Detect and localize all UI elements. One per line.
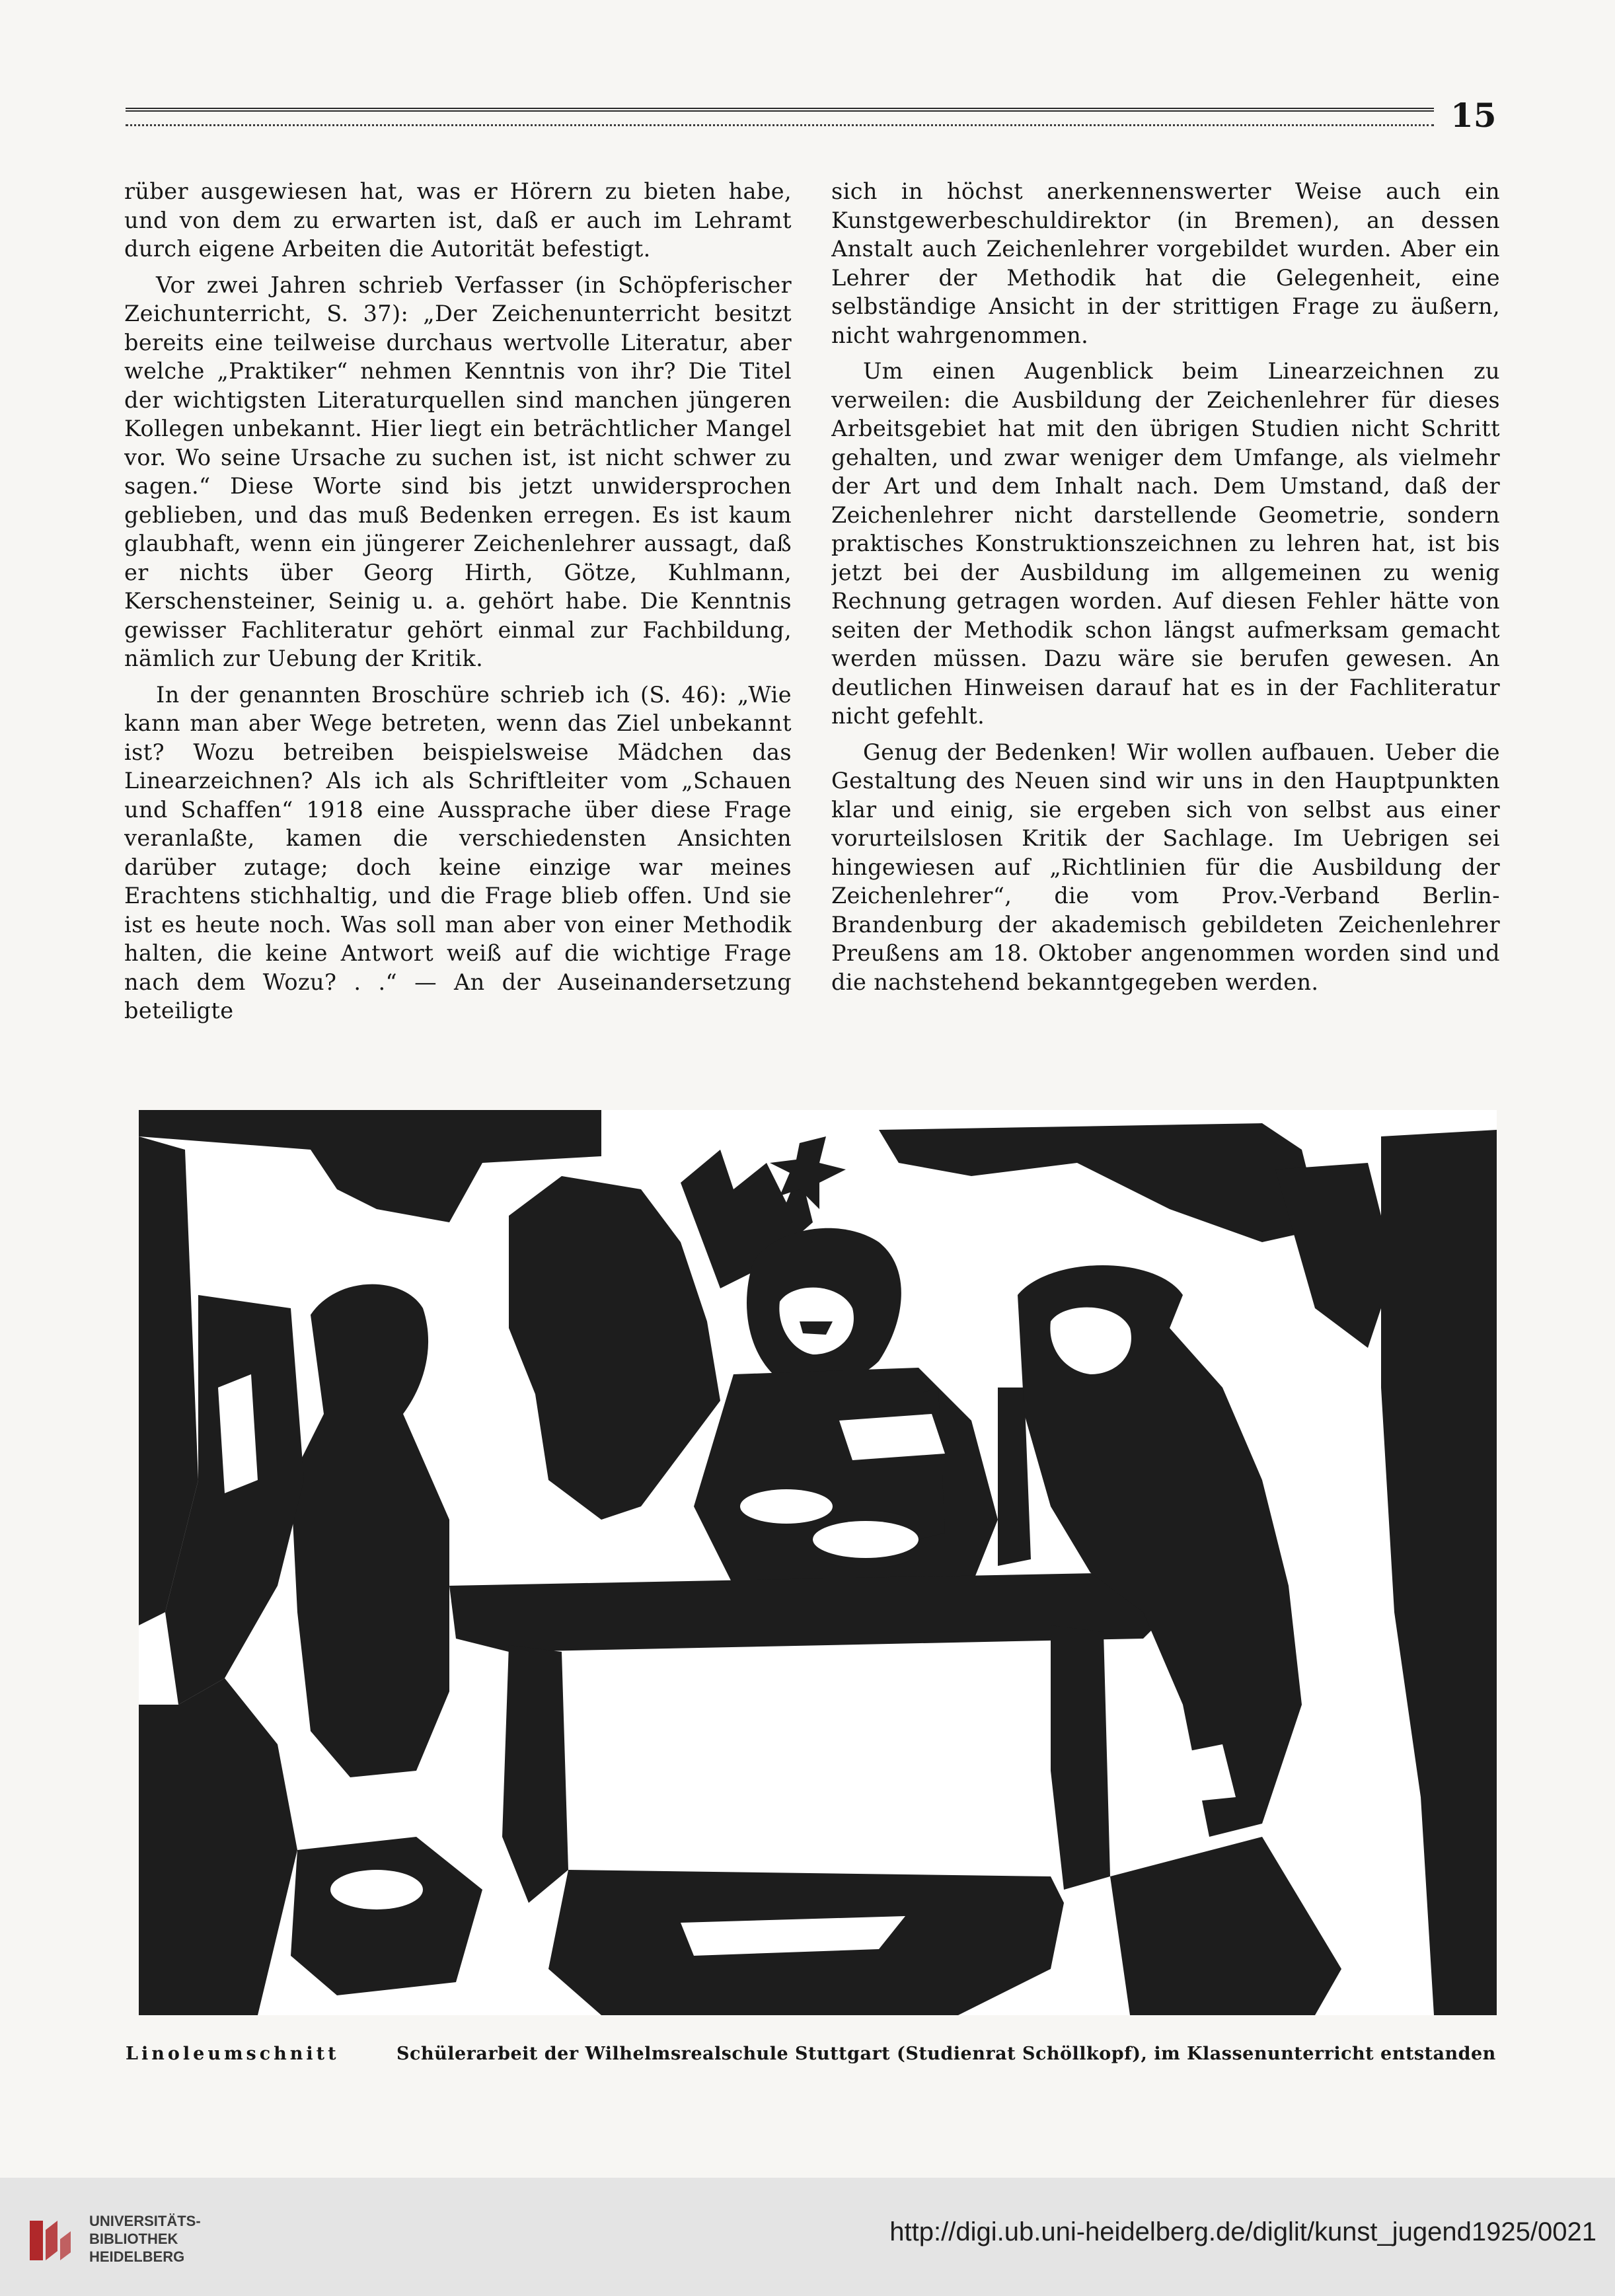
library-name[interactable] xyxy=(89,2212,287,2266)
logo-graphic xyxy=(23,2214,76,2267)
text-column-left xyxy=(124,177,792,1048)
linocut-image xyxy=(139,1110,1497,2015)
paragraph: Um einen Augenblick beim Linearzeichnen zu verweilen: die Ausbildung der Zeichenlehrer für dieses Arbeitsgebiet hat mit den übrigen Studien nicht Schritt gehalten, und zwar weniger dem Umfange, als vielmehr der Art und dem Inhalt nach. Dem Umstand, daß der Zeichenlehrer nicht darstellende Geometrie, sondern praktisches Konstruktionszeichnen zu lehren hat, ist bis jetzt bei der Ausbildung im allgemeinen zu wenig Rechnung getragen worden. Auf diesen Fehler hätte von seiten der Methodik schon längst aufmerksam gemacht werden müssen. Dazu wäre sie berufen gewesen. An deutlichen Hinweisen darauf hat es in der Fachliteratur nicht gefehlt. xyxy=(831,358,1500,729)
paragraph: Vor zwei Jahren schrieb Verfasser (in Schöpferischer Zeichunterricht, S. 37): „Der Zeichenunterricht besitzt bereits eine teilweise durchaus wertvolle Literatur, aber welche „Praktiker“ nehmen Kenntnis von ihr? Die Titel der wichtigsten Literaturquellen sind manchen jüngeren Kollegen unbekannt. Hier liegt ein beträchtlicher Mangel vor. Wo seine Ursache zu suchen ist, ist nicht schwer zu sagen.“ Diese Worte sind bis jetzt unwidersprochen geblieben, und das muß Bedenken erregen. Es ist kaum glaubhaft, wenn ein jüngerer Zeichenlehrer aussagt, daß er nichts über Georg Hirth, Götze, Kuhlmann, Kerschensteiner, Seinig u. a. gehört habe. Die Kenntnis gewisser Fachliteratur gehört einmal zur Fachbildung, nämlich zur Uebung der Kritik. xyxy=(124,272,792,671)
paragraph: rüber ausgewiesen hat, was er Hörern zu bieten habe, und von dem zu erwarten ist, daß er auch im Lehramt durch eigene Arbeiten die Autorität befestigt. xyxy=(124,178,792,262)
library-name-line: UNIVERSITÄTS- xyxy=(89,2213,201,2229)
library-name-line: HEIDELBERG xyxy=(89,2248,185,2265)
figure-caption: Schülerarbeit der Wilhelmsrealschule Stuttgart (Studienrat Schöllkopf), im Klassenunterricht entstanden xyxy=(396,2044,1496,2064)
text-column-right xyxy=(831,177,1500,1048)
linocut-illustration xyxy=(139,1110,1497,2015)
paragraph: Genug der Bedenken! Wir wollen aufbauen. Ueber die Gestaltung des Neuen sind wir uns in den Hauptpunkten klar und einig, sie ergeben sich von selbst aus einer vorurteilslosen Kritik der Sachlage. Im Uebrigen sei hingewiesen auf „Richtlinien für die Ausbildung der Zeichenlehrer“, die vom Prov.-Verband Berlin-Brandenburg der akademisch gebildeten Zeichenlehrer Preußens am 18. Oktober angenommen worden sind und die nachstehend bekanntgegeben werden. xyxy=(831,739,1500,995)
footer-bar xyxy=(0,2178,1615,2296)
paragraph: sich in höchst anerkennenswerter Weise auch ein Kunstgewerbeschuldirektor (in Bremen), an dessen Anstalt auch Zeichenlehrer vorgebildet wurden. Aber ein Lehrer der Methodik hat die Gelegenheit, eine selbständige Ansicht in der strittigen Frage zu äußern, nicht wahrgenommen. xyxy=(831,178,1500,348)
paragraph: In der genannten Broschüre schrieb ich (S. 46): „Wie kann man aber Wege betreten, wenn das Ziel unbekannt ist? Wozu betreiben beispielsweise Mädchen das Linearzeichnen? Als ich als Schriftleiter vom „Schauen und Schaffen“ 1918 eine Aussprache über diese Frage veranlaßte, kamen die verschiedensten Ansichten darüber zutage; doch keine einzige war meines Erachtens stichhaltig, und die Frage blieb offen. Und sie ist es heute noch. Was soll man aber von einer Methodik halten, die keine Antwort weiß auf die wichtige Frage nach dem Wozu? . .“ — An der Auseinandersetzung beteiligte xyxy=(124,681,792,1023)
library-name-line: BIBLIOTHEK xyxy=(89,2231,178,2247)
header-rule xyxy=(126,108,1434,126)
ub-heidelberg-logo-icon[interactable] xyxy=(23,2214,76,2267)
source-url-link[interactable]: http://digi.ub.uni-heidelberg.de/diglit/kunst_jugend1925/0021 xyxy=(889,2217,1596,2246)
page-number: 15 xyxy=(1450,96,1497,135)
figure-caption-technique: Linoleumschnitt xyxy=(126,2044,340,2064)
